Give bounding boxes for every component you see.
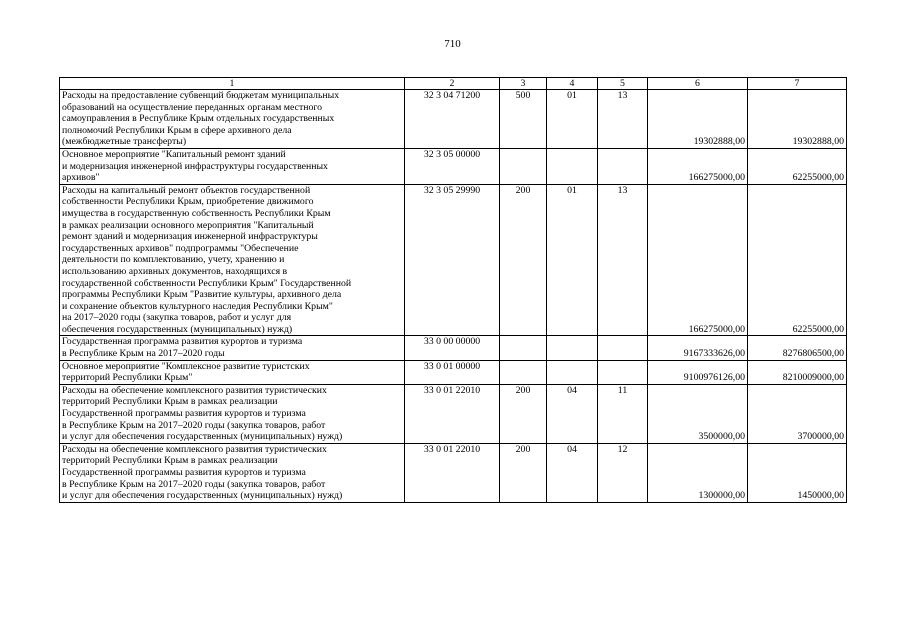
amount-year1-cell: 9100976126,00 [648, 360, 748, 384]
table-row [60, 336, 847, 360]
row-name-cell: Расходы на обеспечение комплексного развития туристических территорий Республики Крым в рамках реализации Государственной программы развития курортов и туризма в Республике Крым на 2017–2020 годы (закупка товаров, работ и услуг для обеспечения государственных (муниципальных) нужд) [60, 384, 405, 443]
header-cell: 1 [60, 78, 405, 90]
header-cell: 4 [547, 78, 598, 90]
amount-year2-cell: 62255000,00 [748, 148, 847, 184]
vr-code-cell [500, 148, 547, 184]
amount-year1-cell: 9167333626,00 [648, 336, 748, 360]
amount-year2-cell: 1450000,00 [748, 443, 847, 502]
amount-year1-cell: 3500000,00 [648, 384, 748, 443]
page-number: 710 [444, 38, 461, 50]
csr-code-cell: 33 0 01 22010 [405, 443, 500, 502]
vr-code-cell: 200 [500, 443, 547, 502]
rz-code-cell: 04 [547, 384, 598, 443]
amount-year2-cell: 19302888,00 [748, 90, 847, 149]
rz-code-cell: 01 [547, 90, 598, 149]
header-cell: 5 [598, 78, 648, 90]
rz-code-cell: 04 [547, 443, 598, 502]
header-cell: 6 [648, 78, 748, 90]
pr-code-cell [598, 336, 648, 360]
vr-code-cell: 500 [500, 90, 547, 149]
amount-year2-cell: 8210009000,00 [748, 360, 847, 384]
row-name-cell: Расходы на капитальный ремонт объектов государственной собственности Республики Крым, приобретение движимого имущества в государственную собственность Республики Крым в рамках реализации основного мероприятия "Капитальный ремонт зданий и модернизация инженерной инфраструктуры государственных архивов" подпрограммы "Обеспечение деятельности по комплектованию, учету, хранению и использованию архивных документов, находящихся в государственной собственности Республики Крым" Государственной программы Республики Крым "Развитие культуры, архивного дела и сохранение объектов культурного наследия Республики Крым" на 2017–2020 годы (закупка товаров, работ и услуг для обеспечения государственных (муниципальных) нужд) [60, 184, 405, 336]
header-row [60, 78, 847, 90]
rz-code-cell: 01 [547, 184, 598, 336]
amount-year1-cell: 19302888,00 [648, 90, 748, 149]
csr-code-cell: 32 3 04 71200 [405, 90, 500, 149]
amount-year1-cell: 166275000,00 [648, 184, 748, 336]
amount-year1-cell: 1300000,00 [648, 443, 748, 502]
row-name-cell: Расходы на обеспечение комплексного развития туристических территорий Республики Крым в рамках реализации Государственной программы развития курортов и туризма в Республике Крым на 2017–2020 годы (закупка товаров, работ и услуг для обеспечения государственных (муниципальных) нужд) [60, 443, 405, 502]
amount-year2-cell: 62255000,00 [748, 184, 847, 336]
vr-code-cell [500, 360, 547, 384]
pr-code-cell: 12 [598, 443, 648, 502]
pr-code-cell: 13 [598, 184, 648, 336]
csr-code-cell: 32 3 05 29990 [405, 184, 500, 336]
pr-code-cell: 13 [598, 90, 648, 149]
amount-year2-cell: 8276806500,00 [748, 336, 847, 360]
budget-table [59, 77, 847, 503]
amount-year2-cell: 3700000,00 [748, 384, 847, 443]
row-name-cell: Государственная программа развития курортов и туризма в Республике Крым на 2017–2020 годы [60, 336, 405, 360]
rz-code-cell [547, 336, 598, 360]
csr-code-cell: 33 0 01 00000 [405, 360, 500, 384]
header-cell: 7 [748, 78, 847, 90]
rz-code-cell [547, 360, 598, 384]
table-row [60, 443, 847, 502]
pr-code-cell [598, 148, 648, 184]
header-cell: 3 [500, 78, 547, 90]
vr-code-cell: 200 [500, 384, 547, 443]
csr-code-cell: 33 0 00 00000 [405, 336, 500, 360]
row-name-cell: Основное мероприятие "Комплексное развитие туристских территорий Республики Крым" [60, 360, 405, 384]
csr-code-cell: 32 3 05 00000 [405, 148, 500, 184]
table-row [60, 384, 847, 443]
table-row [60, 148, 847, 184]
table-row [60, 360, 847, 384]
row-name-cell: Расходы на предоставление субвенций бюджетам муниципальных образований на осуществление переданных органам местного самоуправления в Республике Крым отдельных государственных полномочий Республики Крым в сфере архивного дела (межбюджетные трансферты) [60, 90, 405, 149]
header-cell: 2 [405, 78, 500, 90]
table-row [60, 90, 847, 149]
amount-year1-cell: 166275000,00 [648, 148, 748, 184]
pr-code-cell [598, 360, 648, 384]
row-name-cell: Основное мероприятие "Капитальный ремонт зданий и модернизация инженерной инфраструктуры государственных архивов" [60, 148, 405, 184]
rz-code-cell [547, 148, 598, 184]
vr-code-cell [500, 336, 547, 360]
table-row [60, 184, 847, 336]
pr-code-cell: 11 [598, 384, 648, 443]
csr-code-cell: 33 0 01 22010 [405, 384, 500, 443]
vr-code-cell: 200 [500, 184, 547, 336]
